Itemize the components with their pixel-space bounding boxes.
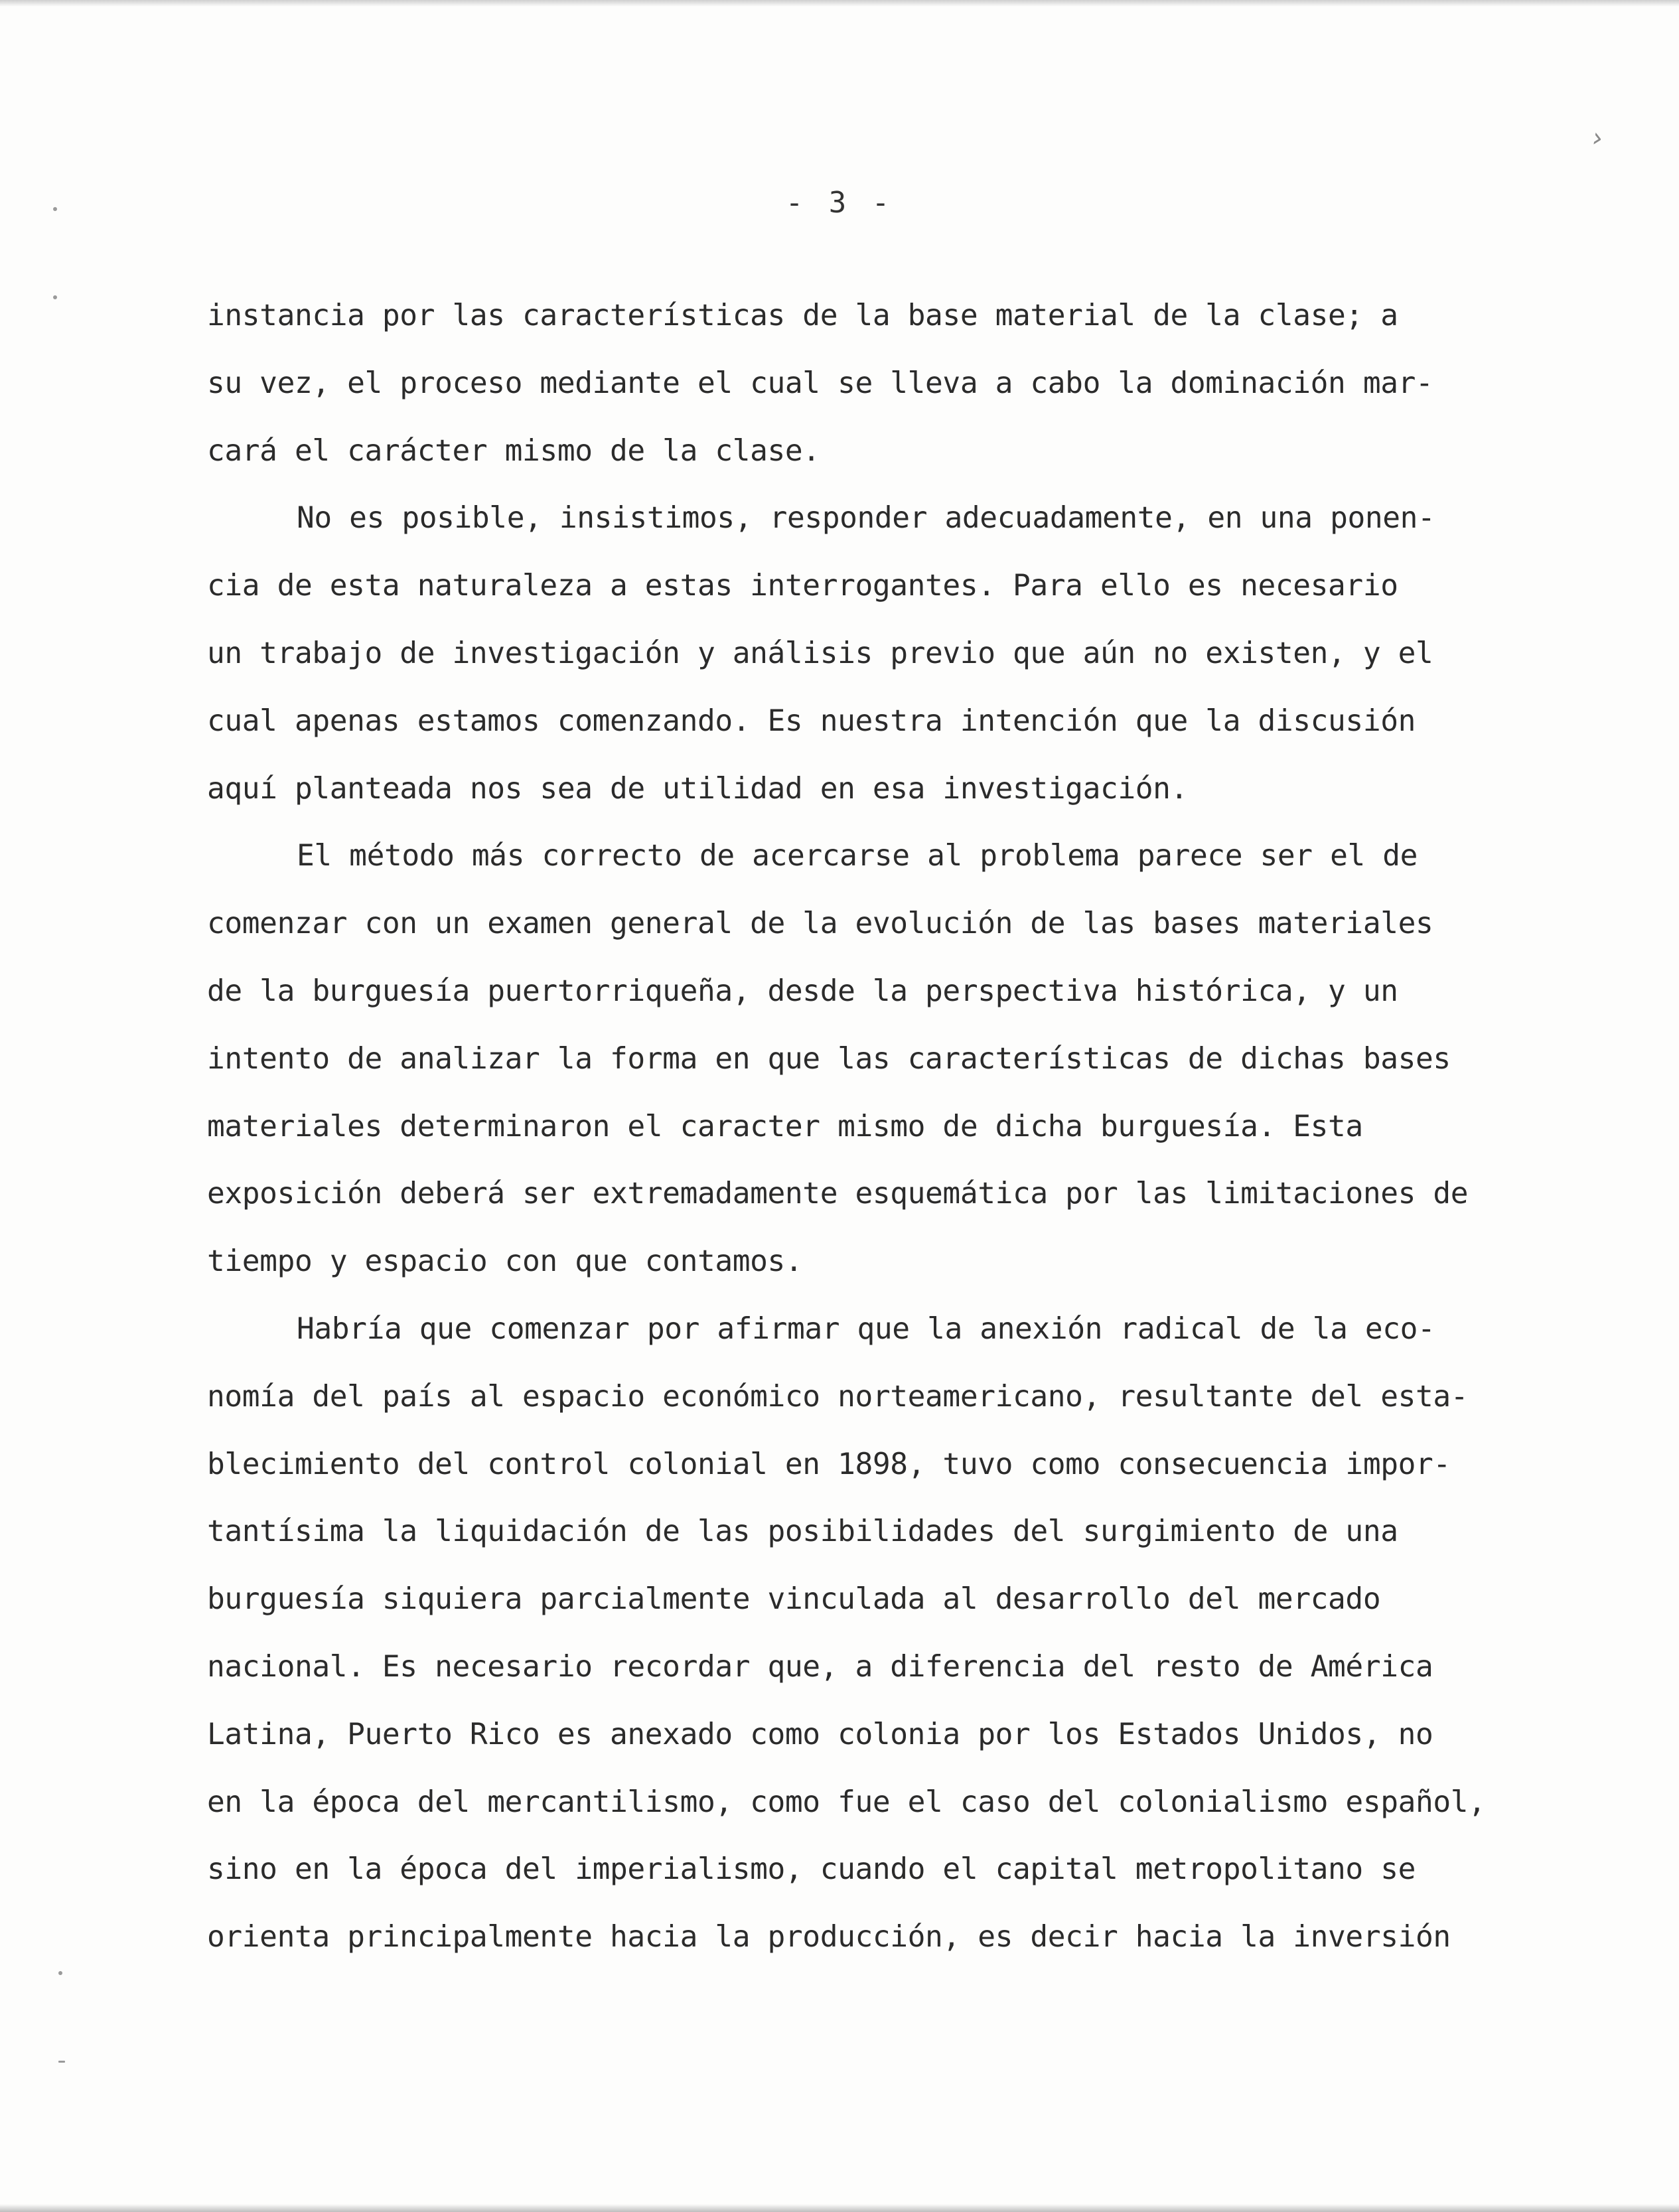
margin-dot-icon: [53, 295, 57, 299]
page-number: - 3 -: [785, 186, 894, 220]
text-line: Latina, Puerto Rico es anexado como colonia por los Estados Unidos, no: [207, 1717, 1433, 1751]
text-line: un trabajo de investigación y análisis previo que aún no existen, y el: [207, 636, 1433, 670]
text-line: de la burguesía puertorriqueña, desde la perspectiva histórica, y un: [207, 974, 1398, 1008]
margin-mark-icon: ›: [1587, 121, 1608, 155]
text-line: comenzar con un examen general de la evolución de las bases materiales: [207, 907, 1433, 941]
text-line: su vez, el proceso mediante el cual se lleva a cabo la dominación mar-: [207, 366, 1433, 400]
text-line: burguesía siquiera parcialmente vinculada al desarrollo del mercado: [207, 1582, 1381, 1617]
paragraph-start-line: El método más correcto de acercarse al problema parece ser el de: [297, 839, 1418, 873]
text-line: cia de esta naturaleza a estas interrogantes. Para ello es necesario: [207, 569, 1398, 603]
text-line: sino en la época del imperialismo, cuando el capital metropolitano se: [207, 1852, 1416, 1887]
text-line: cual apenas estamos comenzando. Es nuestra intención que la discusión: [207, 703, 1416, 738]
text-line: instancia por las características de la base material de la clase; a: [207, 299, 1398, 332]
margin-dash-icon: [58, 2061, 65, 2063]
text-line: cará el carácter mismo de la clase.: [207, 433, 820, 468]
text-line: tiempo y espacio con que contamos.: [207, 1244, 803, 1279]
text-line: nacional. Es necesario recordar que, a diferencia del resto de América: [207, 1649, 1433, 1684]
text-line: materiales determinaron el caracter mismo de dicha burguesía. Esta: [207, 1109, 1363, 1143]
text-line: tantísima la liquidación de las posibilidades del surgimiento de una: [207, 1514, 1398, 1549]
text-line: nomía del país al espacio económico norteamericano, resultante del esta-: [207, 1379, 1469, 1414]
page-bottom-edge: [0, 2204, 1679, 2212]
text-line: intento de analizar la forma en que las características de dichas bases: [207, 1041, 1451, 1076]
text-line: exposición deberá ser extremadamente esquemática por las limitaciones de: [207, 1177, 1469, 1211]
page-top-edge: [0, 0, 1679, 7]
margin-dot-icon: [58, 1971, 62, 1975]
text-line: aquí planteada nos sea de utilidad en esa investigación.: [207, 771, 1188, 806]
paragraph-start-line: No es posible, insistimos, responder adecuadamente, en una ponen-: [297, 501, 1435, 536]
body-text: [207, 282, 1528, 1971]
text-line: orienta principalmente hacia la producción, es decir hacia la inversión: [207, 1920, 1451, 1954]
paragraph-start-line: Habría que comenzar por afirmar que la anexión radical de la eco-: [297, 1311, 1435, 1346]
text-line: blecimiento del control colonial en 1898, tuvo como consecuencia impor-: [207, 1447, 1451, 1481]
margin-dot-icon: [53, 207, 57, 211]
text-line: en la época del mercantilismo, como fue el caso del colonialismo español,: [207, 1785, 1486, 1819]
